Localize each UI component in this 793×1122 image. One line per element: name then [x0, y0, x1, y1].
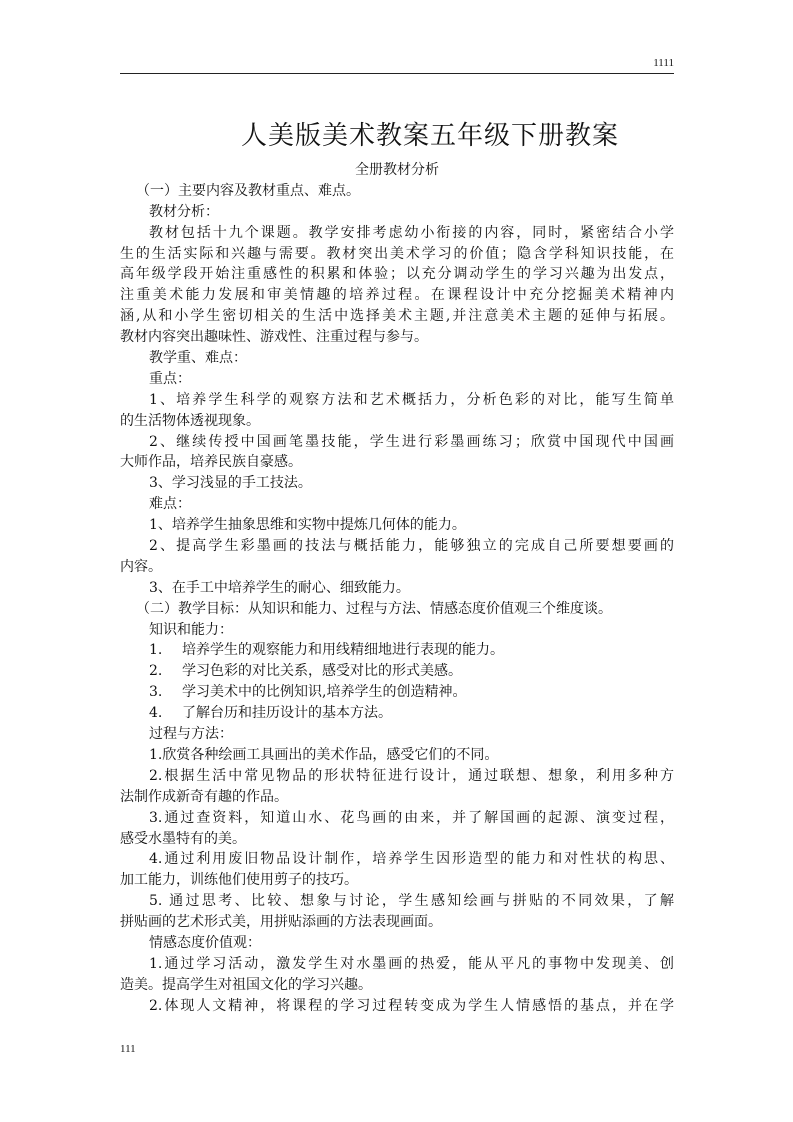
list-item-text: 学习美术中的比例知识,培养学生的创造精神。 [182, 684, 467, 701]
paragraph-line: 的生活物体透视现象。 [120, 412, 260, 429]
sub-heading: 知识和能力： [149, 621, 233, 638]
section-subtitle: 全册教材分析 [355, 162, 439, 178]
header-page-number: 1111 [653, 57, 674, 69]
paragraph-line: 3、在手工中培养学生的耐心、细致能力。 [149, 579, 410, 596]
paragraph-line: 1、培养学生科学的观察方法和艺术概括力，分析色彩的对比，能写生简单 [149, 391, 674, 408]
paragraph-line: 3、学习浅显的手工技法。 [149, 475, 312, 492]
paragraph-line: 3.通过查资料，知道山水、花鸟画的由来，并了解国画的起源、演变过程， [149, 809, 674, 826]
paragraph-line: 1、培养学生抽象思维和实物中提炼几何体的能力。 [149, 517, 466, 534]
footer-page-number: 111 [120, 1043, 136, 1055]
list-item [120, 703, 674, 724]
list-item-number: 4. [149, 705, 163, 722]
sub-heading: 教学重、难点： [149, 350, 247, 367]
list-item [120, 682, 674, 703]
header-divider [120, 73, 674, 74]
paragraph-line: 造美。提高学生对祖国文化的学习兴趣。 [120, 976, 372, 993]
paragraph-line: 大师作品，培养民族自豪感。 [120, 454, 302, 471]
list-item-text: 学习色彩的对比关系，感受对比的形式美感。 [182, 663, 462, 680]
sub-heading: 情感态度价值观： [149, 934, 261, 951]
document-body [120, 160, 674, 1017]
paragraph-line: 5. 通过思考、比较、想象与讨论，学生感知绘画与拼贴的不同效果，了解 [149, 893, 674, 910]
paragraph-line: 2、继续传授中国画笔墨技能，学生进行彩墨画练习；欣赏中国现代中国画 [149, 433, 674, 450]
paragraph-line: 拼贴画的艺术形式美，用拼贴添画的方法表现画面。 [120, 914, 442, 931]
list-item [120, 640, 674, 661]
paragraph-line: 注重美术能力发展和审美情趣的培养过程。在课程设计中充分挖掘美术精神内 [120, 287, 674, 304]
section-heading: （二）教学目标：从知识和能力、过程与方法、情感态度价值观三个维度谈。 [136, 600, 612, 617]
paragraph-line: 高年级学段开始注重感性的积累和体验；以充分调动学生的学习兴趣为出发点， [120, 266, 674, 283]
paragraph-line: 生的生活实际和兴趣与需要。教材突出美术学习的价值；隐含学科知识技能，在 [120, 245, 674, 262]
list-item [120, 661, 674, 682]
paragraph-line: 涵,从和小学生密切相关的生活中选择美术主题,并注意美术主题的延伸与拓展。 [120, 308, 674, 325]
paragraph-line: 教材包括十九个课题。教学安排考虑幼小衔接的内容，同时，紧密结合小学 [149, 224, 674, 241]
paragraph-line: 法制作成新奇有趣的作品。 [120, 788, 288, 805]
paragraph-line: 教材内容突出趣味性、游戏性、注重过程与参与。 [120, 329, 428, 346]
paragraph-line: 2.根据生活中常见物品的形状特征进行设计，通过联想、想象，利用多种方 [149, 767, 674, 784]
list-item-text: 了解台历和挂历设计的基本方法。 [182, 705, 392, 722]
paragraph-line: 4.通过利用废旧物品设计制作，培养学生因形造型的能力和对性状的构思、 [149, 851, 674, 868]
paragraph-line: 1.通过学习活动，激发学生对水墨画的热爱，能从平凡的事物中发现美、创 [149, 955, 674, 972]
paragraph-line: 2、提高学生彩墨画的技法与概括能力，能够独立的完成自己所要想要画的 [149, 538, 674, 555]
paragraph-line: 内容。 [120, 558, 162, 575]
paragraph-line: 加工能力，训练他们使用剪子的技巧。 [120, 872, 358, 889]
list-item-text: 培养学生的观察能力和用线精细地进行表现的能力。 [182, 642, 504, 659]
paragraph-line: 感受水墨特有的美。 [120, 830, 246, 847]
list-item-number: 3. [149, 684, 163, 701]
sub-heading: 重点： [149, 370, 191, 387]
list-item-number: 2. [149, 663, 163, 680]
list-item-number: 1. [149, 642, 163, 659]
section-heading: （一）主要内容及教材重点、难点。 [136, 182, 360, 199]
sub-heading: 过程与方法： [149, 726, 233, 743]
paragraph-line: 2.体现人文精神，将课程的学习过程转变成为学生人情感悟的基点，并在学 [149, 997, 674, 1014]
paragraph-line: 1.欣赏各种绘画工具画出的美术作品，感受它们的不同。 [149, 746, 499, 763]
sub-heading: 教材分析： [149, 203, 219, 220]
document-title: 人美版美术教案五年级下册教案 [240, 121, 619, 152]
sub-heading: 难点： [149, 496, 191, 513]
